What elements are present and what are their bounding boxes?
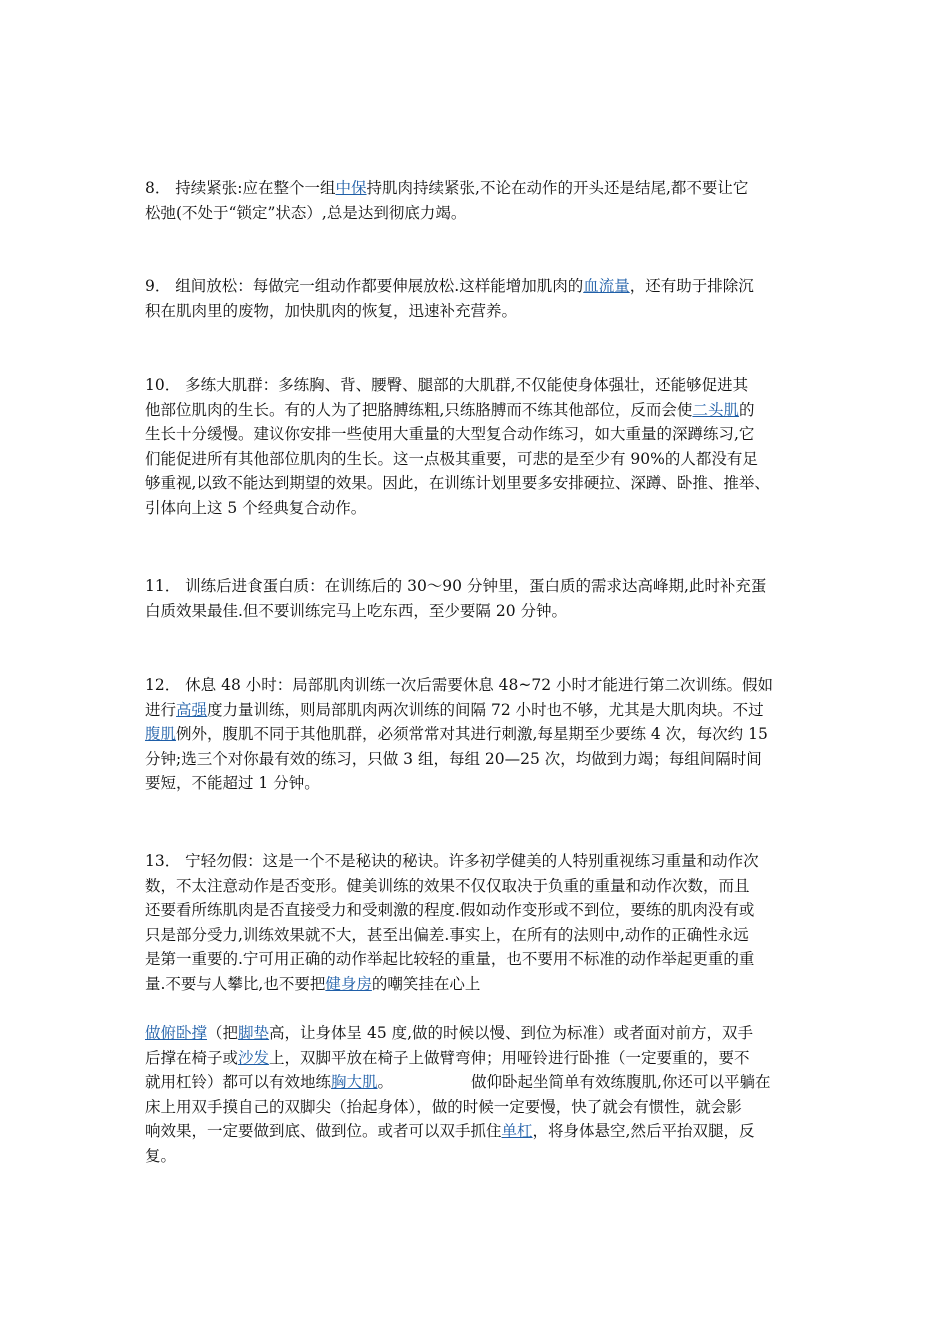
text-segment: （把 [207, 1024, 239, 1042]
text-segment: 量.不要与人攀比,也不要把 [145, 974, 326, 993]
text-segment: 做仰卧起坐简单有效练腹肌,你还可以平躺在 [471, 1073, 771, 1092]
text-segment: 度力量训练，则局部肌肉两次训练的间隔 72 小时也不够，尤其是大肌肉块。不过 [207, 700, 764, 719]
text-segment: 数，不太注意动作是否变形。健美训练的效果不仅仅取决于负重的重量和动作次数，而且 [145, 876, 750, 895]
keyword-link[interactable]: 做俯卧撑 [145, 1024, 208, 1042]
text-segment: 引体向上这 5 个经典复合动作。 [145, 498, 367, 517]
keyword-link[interactable]: 二头肌 [692, 400, 739, 419]
text-line [145, 422, 815, 447]
text-segment: 。 [377, 1073, 394, 1092]
text-line [145, 874, 815, 899]
text-line [145, 1119, 815, 1144]
text-segment: 就用杠铃）都可以有效地练 [145, 1073, 332, 1092]
text-segment: 够重视,以致不能达到期望的效果。因此，在训练计划里要多安排硬拉、深蹲、卧推、推举、 [145, 474, 770, 493]
text-segment: 8． 持续紧张:应在整个一组 [145, 179, 336, 197]
text-segment: 例外，腹肌不同于其他肌群，必须常常对其进行刺激,每星期至少要练 4 次，每次约 15 [176, 725, 768, 744]
text-line [145, 1144, 815, 1169]
text-segment: 白质效果最佳.但不要训练完马上吃东西，至少要隔 20 分钟。 [145, 601, 568, 620]
text-segment: 是第一重要的.宁可用正确的动作举起比较轻的重量，也不要用不标准的动作举起更重的重 [145, 950, 755, 969]
text-line [145, 471, 815, 496]
text-line [145, 447, 815, 472]
text-segment: 们能促进所有其他部位肌肉的生长。这一点极其重要，可悲的是至少有 90%的人都没有足 [145, 449, 758, 468]
keyword-link[interactable]: 血流量 [583, 277, 630, 295]
text-line [145, 747, 815, 772]
text-segment: 进行 [145, 700, 177, 719]
paragraph-9 [145, 274, 815, 323]
text-segment: 松弛(不处于“锁定”状态）,总是达到彻底力竭。 [145, 203, 467, 222]
text-line [145, 496, 815, 521]
text-line [145, 274, 815, 299]
text-line [145, 698, 815, 723]
keyword-link[interactable]: 胸大肌 [331, 1073, 378, 1092]
text-line [145, 972, 815, 997]
text-segment: 持肌肉持续紧张,不论在动作的开头还是结尾,都不要让它 [366, 179, 749, 197]
text-segment: 后撑在椅子或 [145, 1048, 239, 1067]
text-line [145, 771, 815, 796]
text-segment: 11． 训练后进食蛋白质：在训练后的 30～90 分钟里，蛋白质的需求达高峰期,此时补充蛋 [145, 577, 767, 595]
keyword-link[interactable]: 健身房 [325, 974, 372, 993]
text-segment: 积在肌肉里的废物，加快肌肉的恢复，迅速补充营养。 [145, 301, 518, 320]
paragraph-13 [145, 849, 815, 997]
keyword-link[interactable]: 高强 [176, 700, 208, 719]
text-line [145, 722, 815, 747]
keyword-link[interactable]: 中保 [335, 179, 367, 197]
text-segment: 响效果，一定要做到底、做到位。或者可以双手抓住 [145, 1122, 502, 1141]
paragraph-10 [145, 373, 815, 521]
text-line [145, 176, 815, 201]
text-segment: 要短，不能超过 1 分钟。 [145, 774, 320, 793]
text-segment: 12． 休息 48 小时：局部肌肉训练一次后需要休息 48~72 小时才能进行第二次训练。假如 [145, 676, 774, 694]
text-line [145, 849, 815, 874]
text-segment: 只是部分受力,训练效果就不大，甚至出偏差.事实上，在所有的法则中,动作的正确性永远 [145, 925, 749, 944]
text-line [145, 923, 815, 948]
text-segment: 的 [738, 400, 755, 419]
text-line [145, 1095, 815, 1120]
text-segment: 生长十分缓慢。建议你安排一些使用大重量的大型复合动作练习，如大重量的深蹲练习,它 [145, 425, 755, 444]
text-segment: 10． 多练大肌群：多练胸、背、腰臀、腿部的大肌群,不仅能使身体强壮，还能够促进其 [145, 376, 749, 394]
text-segment: ，将身体悬空,然后平抬双腿，反 [532, 1122, 755, 1141]
text-segment: 9． 组间放松：每做完一组动作都要伸展放松.这样能增加肌肉的 [145, 277, 584, 295]
text-line [145, 1021, 815, 1046]
text-segment: 高，让身体呈 45 度,做的时候以慢、到位为标准）或者面对前方，双手 [269, 1024, 754, 1042]
text-line [145, 373, 815, 398]
text-line [145, 574, 815, 599]
text-line [145, 201, 815, 226]
paragraph-8 [145, 176, 815, 225]
keyword-link[interactable]: 沙发 [238, 1048, 270, 1067]
text-line [145, 599, 815, 624]
text-line [145, 1046, 815, 1071]
paragraph-14 [145, 1021, 815, 1169]
text-segment: 床上用双手摸自己的双脚尖（抬起身体），做的时候一定要慢，快了就会有惯性，就会影 [145, 1097, 742, 1116]
text-segment: 13． 宁轻勿假：这是一个不是秘诀的秘诀。许多初学健美的人特别重视练习重量和动作次 [145, 852, 759, 870]
text-segment: ，还有助于排除沉 [629, 277, 754, 295]
text-line [145, 299, 815, 324]
keyword-link[interactable]: 单杠 [501, 1122, 533, 1141]
paragraph-12 [145, 673, 815, 796]
keyword-link[interactable]: 腹肌 [145, 725, 177, 744]
text-line [145, 1070, 815, 1095]
text-segment: 的嘲笑挂在心上 [371, 974, 481, 993]
text-segment: 上，双脚平放在椅子上做臂弯伸；用哑铃进行卧推（一定要重的，要不 [269, 1048, 750, 1067]
text-segment: 分钟;选三个对你最有效的练习，只做 3 组，每组 20—25 次，均做到力竭；每组间隔时间 [145, 749, 762, 768]
text-line [145, 398, 815, 423]
text-segment: 他部位肌肉的生长。有的人为了把胳膊练粗,只练胳膊而不练其他部位，反而会使 [145, 400, 693, 419]
text-segment: 复。 [145, 1146, 177, 1165]
text-line [145, 898, 815, 923]
keyword-link[interactable]: 脚垫 [238, 1024, 270, 1042]
text-segment: 还要看所练肌肉是否直接受力和受刺激的程度.假如动作变形或不到位，要练的肌肉没有或 [145, 901, 755, 920]
text-line [145, 673, 815, 698]
text-line [145, 947, 815, 972]
paragraph-11 [145, 574, 815, 623]
